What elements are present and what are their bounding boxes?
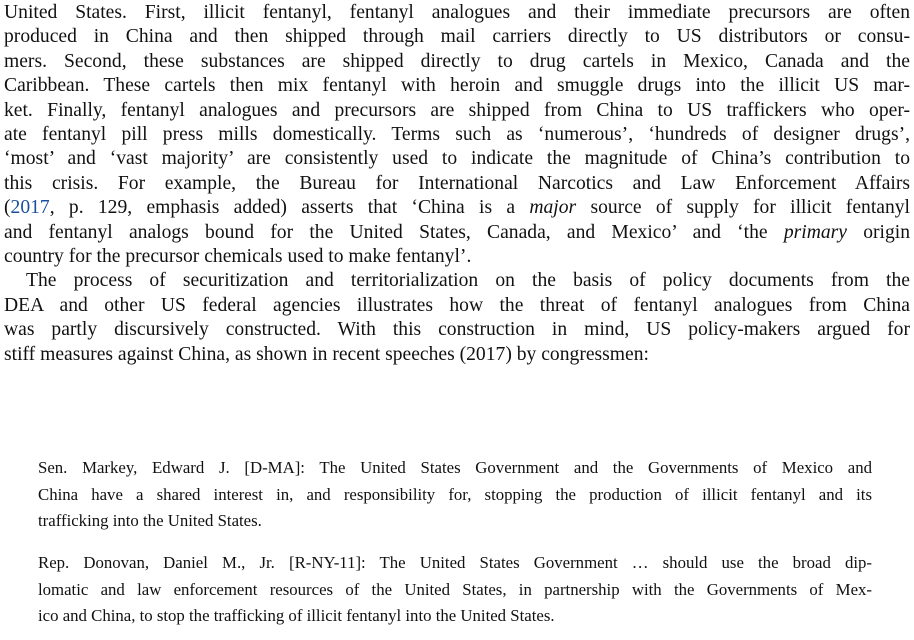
block-quote-donovan [38, 550, 872, 630]
paragraph-2 [4, 269, 910, 367]
line-text: and fentanyl analogs bound for the United States, Canada, and Mexico’ and ‘the [4, 221, 784, 243]
paragraph-line: ‘most’ and ‘vast majority’ are consistently used to indicate the magnitude of China’s contribution to [4, 148, 910, 170]
paragraph-line: was partly discursively constructed. With this construction in mind, US policy-makers argued for [4, 319, 910, 341]
quote-line: Rep. Donovan, Daniel M., Jr. [R-NY-11]: The United States Government … should use the broad dip- [38, 553, 872, 572]
quote-line: Sen. Markey, Edward J. [D-MA]: The United States Government and the Governments of Mexico and [38, 458, 872, 477]
quote-line: trafficking into the United States. [38, 511, 262, 530]
paragraph-line: United States. First, illicit fentanyl, fentanyl analogues and their immediate precursors are often [4, 2, 910, 23]
paragraph-line: The process of securitization and territorialization on the basis of policy documents from the [26, 270, 910, 292]
paragraph-line: Caribbean. These cartels then mix fentanyl with heroin and smuggle drugs into the illicit US mar- [4, 75, 910, 97]
emphasis-major: major [529, 197, 577, 219]
paragraph-line [4, 221, 910, 245]
paragraph-1 [4, 1, 910, 269]
paragraph-line: mers. Second, these substances are shipped directly to drug cartels in Mexico, Canada and the [4, 50, 910, 72]
line-text: , p. 129, emphasis added) asserts that ‘China is a [49, 197, 530, 219]
paren-open: ( [4, 197, 11, 219]
paragraph-line: stiff measures against China, as shown in recent speeches (2017) by congressmen: [4, 343, 649, 365]
body-text [4, 1, 910, 367]
block-quote-markey [38, 455, 872, 535]
line-text: origin [846, 221, 911, 243]
paragraph-line: produced in China and then shipped through mail carriers directly to US distributors or consu- [4, 26, 910, 48]
paragraph-line: ket. Finally, fentanyl analogues and precursors are shipped from China to US traffickers who oper- [4, 99, 910, 121]
paragraph-line: this crisis. For example, the Bureau for International Narcotics and Law Enforcement Affairs [4, 172, 910, 194]
paragraph-line: country for the precursor chemicals used to make fentanyl’. [4, 246, 472, 268]
quote-line: ico and China, to stop the trafficking of illicit fentanyl into the United States. [38, 606, 555, 625]
paragraph-line [4, 196, 910, 220]
emphasis-primary: primary [783, 221, 847, 243]
quote-line: lomatic and law enforcement resources of the United States, in partnership with the Governments of Mex- [38, 579, 872, 599]
paragraph-line: ate fentanyl pill press mills domestically. Terms such as ‘numerous’, ‘hundreds of designer drugs’, [4, 124, 910, 146]
citation-link-2017[interactable]: 2017 [10, 197, 50, 219]
quote-line: China have a shared interest in, and responsibility for, stopping the production of illicit fentanyl and its [38, 484, 872, 504]
paragraph-line: DEA and other US federal agencies illustrates how the threat of fentanyl analogues from China [4, 294, 910, 316]
line-text: source of supply for illicit fentanyl [576, 197, 910, 219]
